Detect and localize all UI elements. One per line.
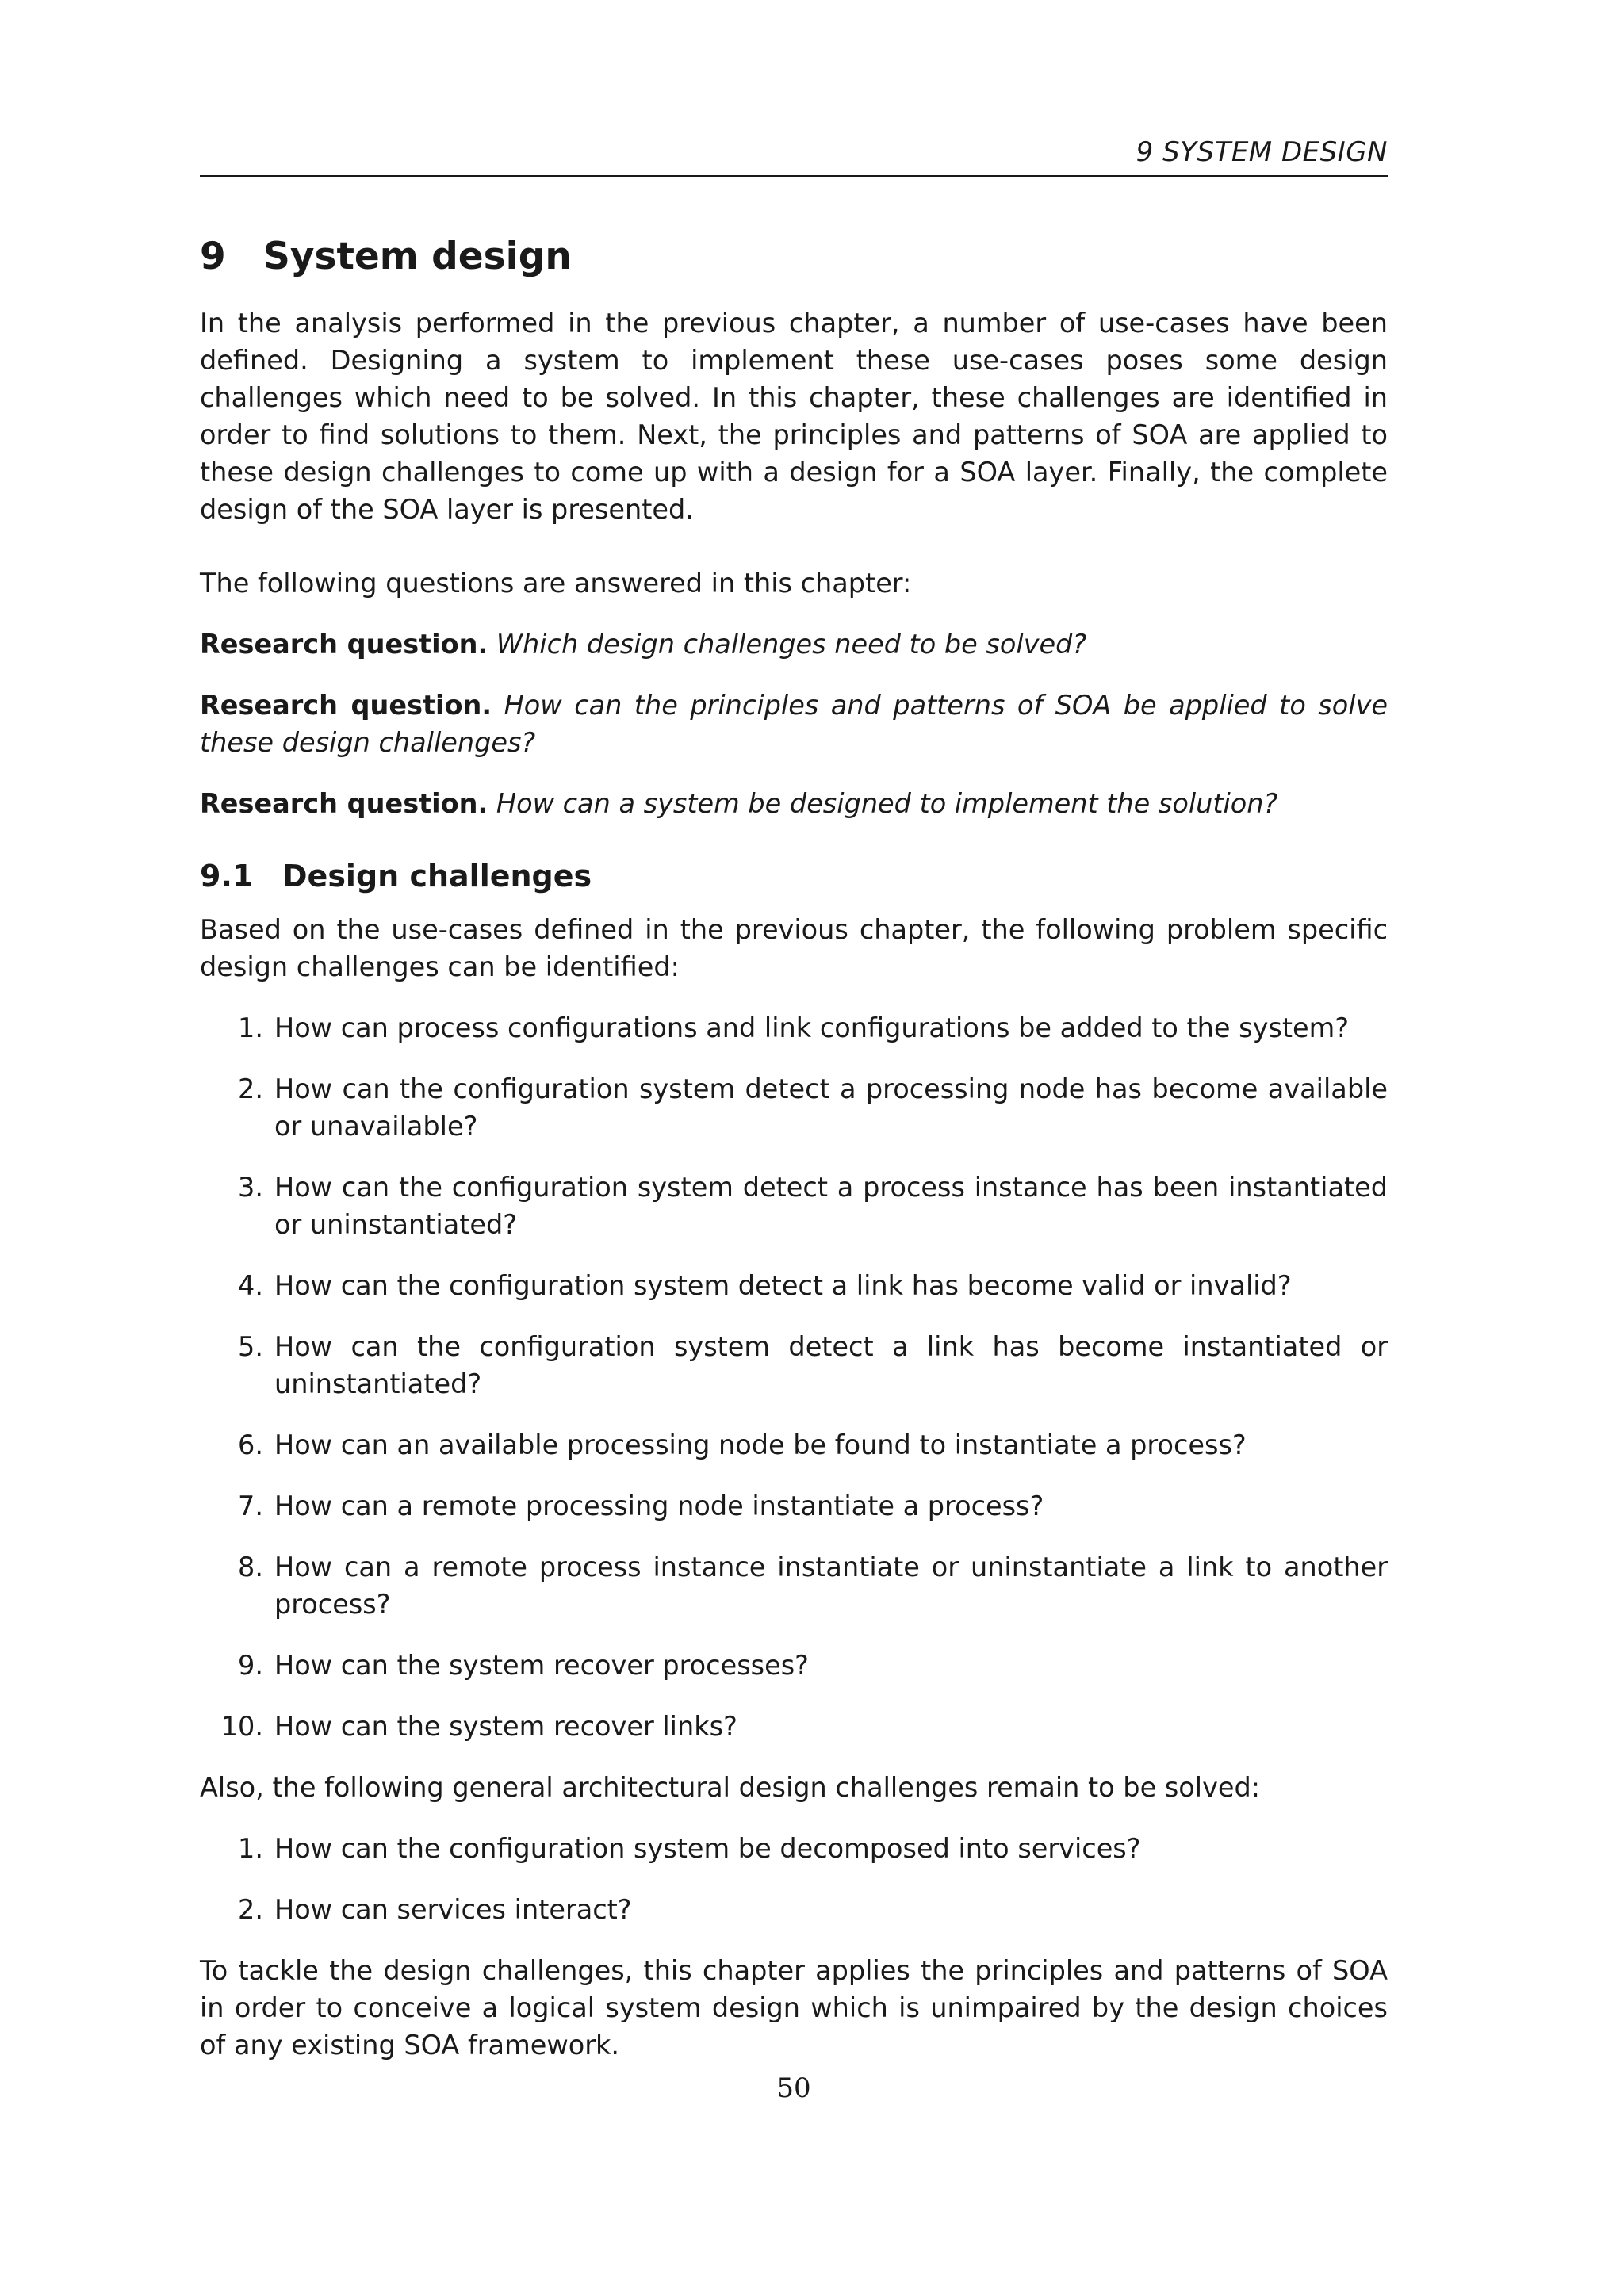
list-marker: 1.	[238, 1833, 263, 1864]
list-item-text: How can the configuration system detect a processing node has become available or unavailable?	[274, 1073, 1388, 1142]
research-question-2	[200, 687, 1388, 761]
page-number: 50	[776, 2072, 811, 2104]
chapter-number: 9	[200, 235, 226, 278]
closing-paragraph: To tackle the design challenges, this chapter applies the principles and patterns of SOA in order to conceive a logical system design which is unimpaired by the design choices of any existing SOA framework.	[200, 1955, 1388, 2061]
general-challenges-list	[200, 1830, 1388, 1928]
list-item	[200, 1169, 1388, 1243]
research-question-1	[200, 626, 1388, 663]
list-item-text: How can the system recover links?	[274, 1711, 737, 1742]
list-item	[200, 1009, 1388, 1047]
research-question-3	[200, 785, 1388, 822]
page-body	[200, 227, 1388, 2064]
chapter-title: System design	[263, 235, 572, 278]
list-item	[200, 1487, 1388, 1525]
list-marker: 3.	[238, 1172, 263, 1203]
header-rule	[200, 175, 1388, 177]
running-header: 9 SYSTEM DESIGN	[1136, 136, 1388, 168]
list-item-text: How can process configurations and link configurations be added to the system?	[274, 1012, 1350, 1043]
list-item	[200, 1891, 1388, 1928]
list-marker: 5.	[238, 1331, 263, 1362]
research-question-text: Which design challenges need to be solved?	[496, 629, 1087, 660]
chapter-intro-paragraph: In the analysis performed in the previous chapter, a number of use-cases have been defined. Designing a system to implement these use-cases poses some design challenges which need to be solved. In this chapter, these challenges are identified in order to find solutions to them. Next, the principles and patterns of SOA are applied to these design challenges to come up with a design for a SOA layer. Finally, the complete design of the SOA layer is presented.	[200, 308, 1388, 525]
list-item	[200, 1426, 1388, 1464]
list-item	[200, 1267, 1388, 1304]
list-item-text: How can the configuration system detect a link has become instantiated or uninstantiated?	[274, 1331, 1388, 1399]
list-item	[200, 1548, 1388, 1623]
list-marker: 6.	[238, 1429, 263, 1460]
section-heading	[200, 854, 1388, 898]
research-question-label: Research question.	[200, 788, 488, 819]
list-item-text: How can an available processing node be found to instantiate a process?	[274, 1429, 1247, 1460]
list-item	[200, 1647, 1388, 1684]
section-title: Design challenges	[282, 859, 592, 894]
list-item-text: How can the system recover processes?	[274, 1650, 809, 1681]
research-question-text: How can a system be designed to implement the solution?	[496, 788, 1278, 819]
list-marker: 7.	[238, 1490, 263, 1521]
list-item-text: How can a remote processing node instantiate a process?	[274, 1490, 1044, 1521]
list-marker: 8.	[238, 1552, 263, 1582]
section-intro-paragraph: Based on the use-cases defined in the previous chapter, the following problem specific design challenges can be identified:	[200, 914, 1388, 982]
general-challenges-intro: Also, the following general architectural design challenges remain to be solved:	[200, 1772, 1261, 1803]
list-marker: 1.	[238, 1012, 263, 1043]
research-question-text: How can the principles and patterns of SOA be applied to solve these design challenges?	[200, 690, 1388, 758]
section-number: 9.1	[200, 859, 254, 894]
list-item	[200, 1070, 1388, 1145]
list-item	[200, 1328, 1388, 1402]
list-item	[200, 1830, 1388, 1867]
list-marker: 2.	[238, 1894, 263, 1925]
specific-challenges-list	[200, 1009, 1388, 1745]
list-item-text: How can the configuration system detect a link has become valid or invalid?	[274, 1270, 1292, 1301]
list-marker: 10.	[220, 1711, 263, 1742]
list-item-text: How can services interact?	[274, 1894, 632, 1925]
research-question-label: Research question.	[200, 629, 488, 660]
list-marker: 4.	[238, 1270, 263, 1301]
list-item-text: How can the configuration system be decomposed into services?	[274, 1833, 1141, 1864]
list-marker: 2.	[238, 1073, 263, 1104]
questions-intro-paragraph: The following questions are answered in this chapter:	[200, 568, 912, 599]
research-question-label: Research question.	[200, 690, 492, 721]
list-marker: 9.	[238, 1650, 263, 1681]
chapter-heading	[200, 227, 1388, 287]
list-item-text: How can a remote process instance instantiate or uninstantiate a link to another process?	[274, 1552, 1388, 1620]
list-item	[200, 1708, 1388, 1745]
list-item-text: How can the configuration system detect a process instance has been instantiated or uninstantiated?	[274, 1172, 1388, 1240]
